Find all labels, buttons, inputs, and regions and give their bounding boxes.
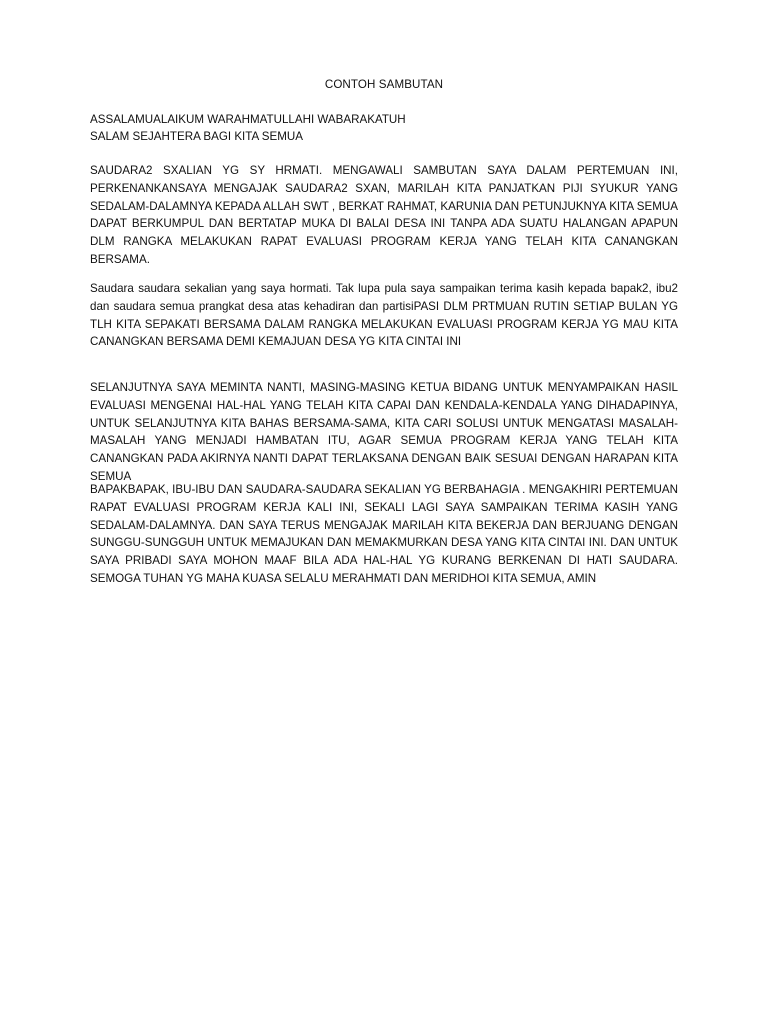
paragraph-opening: SAUDARA2 SXALIAN YG SY HRMATI. MENGAWALI SAMBUTAN SAYA DALAM PERTEMUAN INI, PERKENANKANSAYA MENGAJAK SAUDARA2 SXAN, MARILAH KITA PANJATKAN PIJI SYUKUR YANG SEDALAM-DALAMNYA KEPADA ALLAH SWT , BERKAT RAHMAT, KARUNIA DAN PETUNJUKNYA KITA SEMUA DAPAT BERKUMPUL DAN BERTATAP MUKA DI BALAI DESA INI TANPA ADA SUATU HALANGAN APAPUN DLM RANGKA MELAKUKAN RAPAT EVALUASI PROGRAM KERJA YANG TELAH KITA CANANGKAN BERSAMA. [90,164,678,266]
paragraph-evaluation: SELANJUTNYA SAYA MEMINTA NANTI, MASING-MASING KETUA BIDANG UNTUK MENYAMPAIKAN HASIL EVALUASI MENGENAI HAL-HAL YANG TELAH KITA CAPAI DAN KENDALA-KENDALA YANG DIHADAPINYA, UNTUK SELANJUTNYA KITA BAHAS BERSAMA-SAMA, KITA CARI SOLUSI UNTUK MENGATASI MASALAH-MASALAH YANG MENJADI HAMBATAN ITU, AGAR SEMUA PROGRAM KERJA YANG TELAH KITA CANANGKAN PADA AKIRNYA NANTI DAPAT TERLAKSANA DENGAN BAIK SESUAI DENGAN HARAPAN KITA SEMUA [90,381,678,483]
paragraph-closing: BAPAKBAPAK, IBU-IBU DAN SAUDARA-SAUDARA SEKALIAN YG BERBAHAGIA . MENGAKHIRI PERTEMUAN RAPAT EVALUASI PROGRAM KERJA KALI INI, SEKALI LAGI SAYA SAMPAIKAN TERIMA KASIH YANG SEDALAM-DALAMNYA. DAN SAYA TERUS MENGAJAK MARILAH KITA BEKERJA DAN BERJUANG DENGAN SUNGGU-SUNGGUH UNTUK MEMAJUKAN DAN MEMAKMURKAN DESA YANG KITA CINTAI INI. DAN UNTUK SAYA PRIBADI SAYA MOHON MAAF BILA ADA HAL-HAL YG KURANG BERKENAN DI HATI SAUDARA. SEMOGA TUHAN YG MAHA KUASA SELALU MERAHMATI DAN MERIDHOI KITA SEMUA, AMIN [90,483,678,585]
greeting-line-1: ASSALAMUALAIKUM WARAHMATULLAHI WABARAKATUH [90,113,406,126]
paragraph-thanks: Saudara saudara sekalian yang saya hormati. Tak lupa pula saya sampaikan terima kasih kepada bapak2, ibu2 dan saudara semua prangkat desa atas kehadiran dan partisiPASI DLM PRTMUAN RUTIN SETIAP BULAN YG TLH KITA SEPAKATI BERSAMA DALAM RANGKA MELAKUKAN EVALUASI PROGRAM KERJA YG MAU KITA CANANGKAN BERSAMA DEMI KEMAJUAN DESA YG KITA CINTAI INI [90,282,678,349]
document-title: CONTOH SAMBUTAN [324,78,444,91]
greeting-line-2: SALAM SEJAHTERA BAGI KITA SEMUA [90,130,304,143]
